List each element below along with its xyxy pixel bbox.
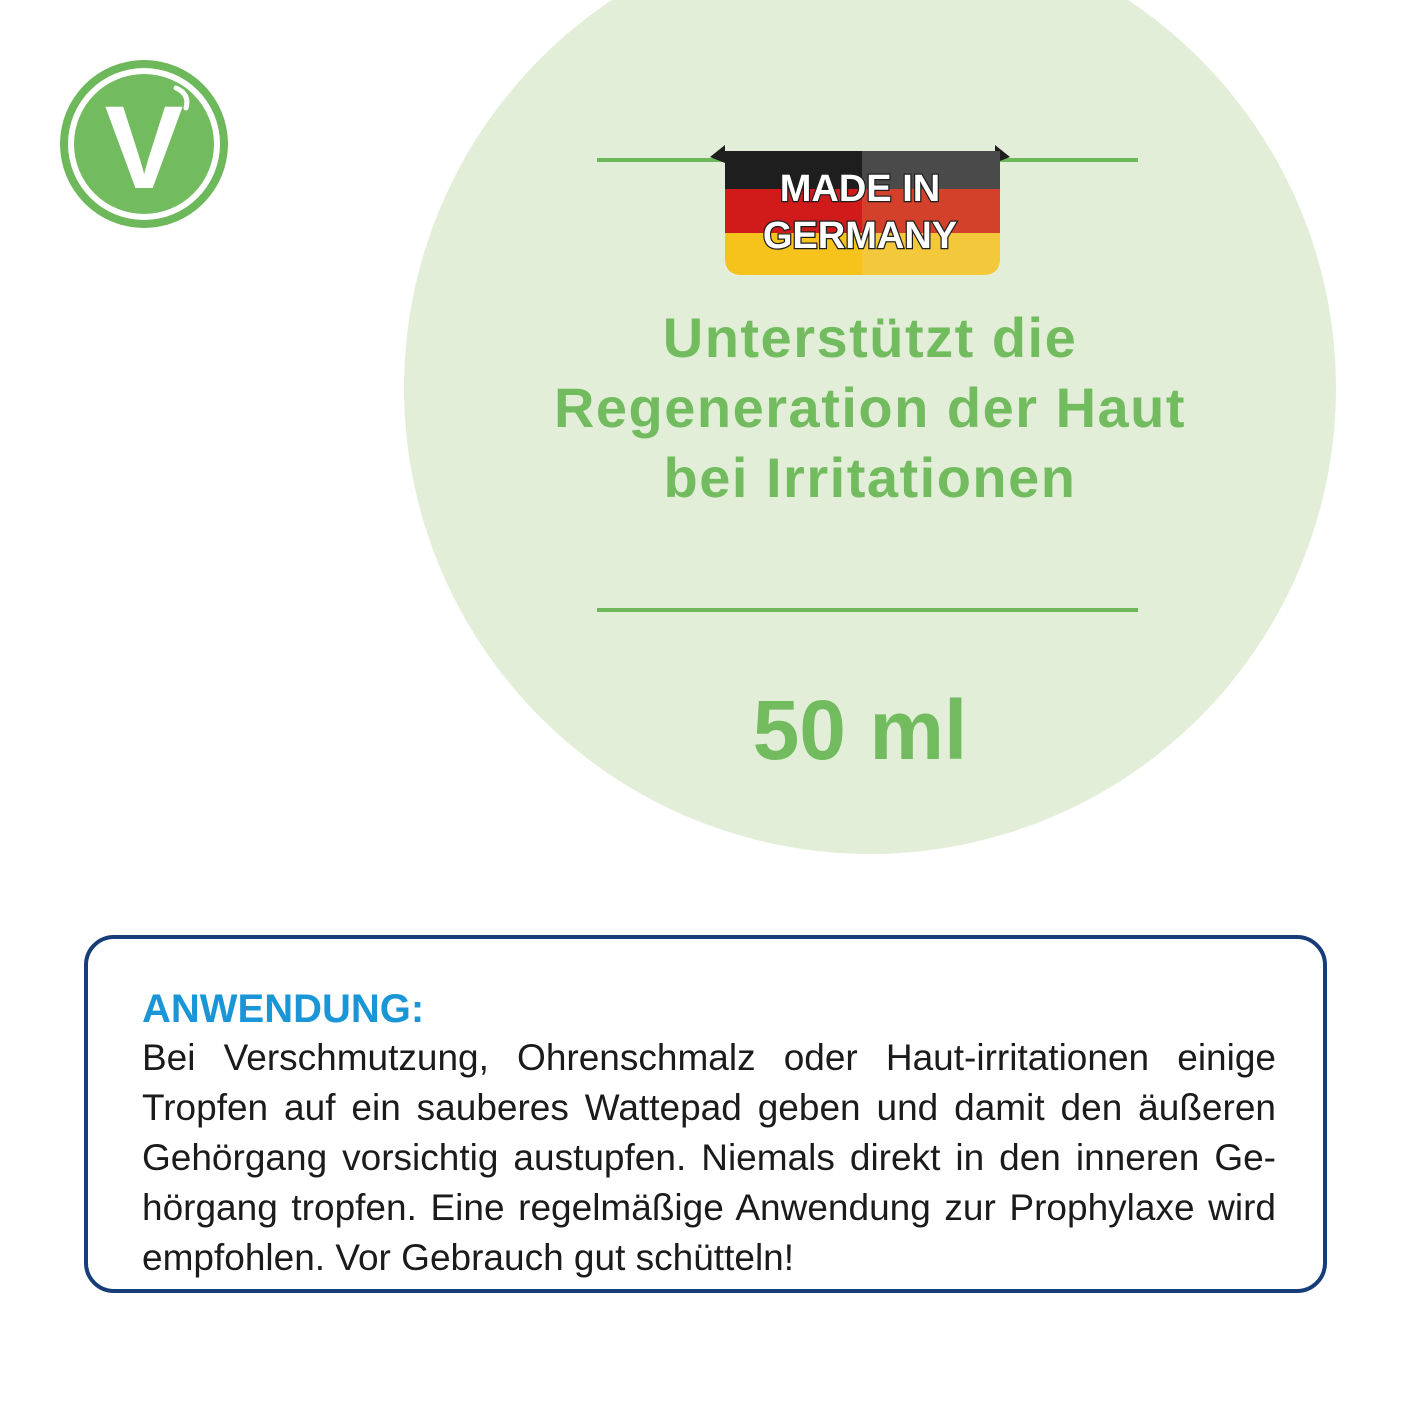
bottom-divider [597,608,1138,612]
usage-text: Bei Verschmutzung, Ohrenschmalz oder Haut-irritationen einige Tropfen auf ein sauberes Wattepad geben und damit den äußeren Gehörgang vorsichtig austupfen. Niemals direkt in den inneren Ge-hörgang tropfen. Eine regelmäßige Anwendung zur Prophylaxe wird empfohlen. Vor Gebrauch gut schütteln! [142,1037,1276,1278]
german-flag-icon [700,143,1020,278]
vegan-v-icon [58,58,230,230]
origin-line-1: MADE IN [779,168,941,210]
origin-line-2: GERMANY [762,215,958,257]
product-volume: 50 ml [752,683,968,777]
vegan-letter: V [104,82,184,214]
usage-heading: ANWENDUNG: [142,987,425,1031]
product-claim: Unterstützt die Regeneration der Haut bei Irritationen [553,306,1187,509]
